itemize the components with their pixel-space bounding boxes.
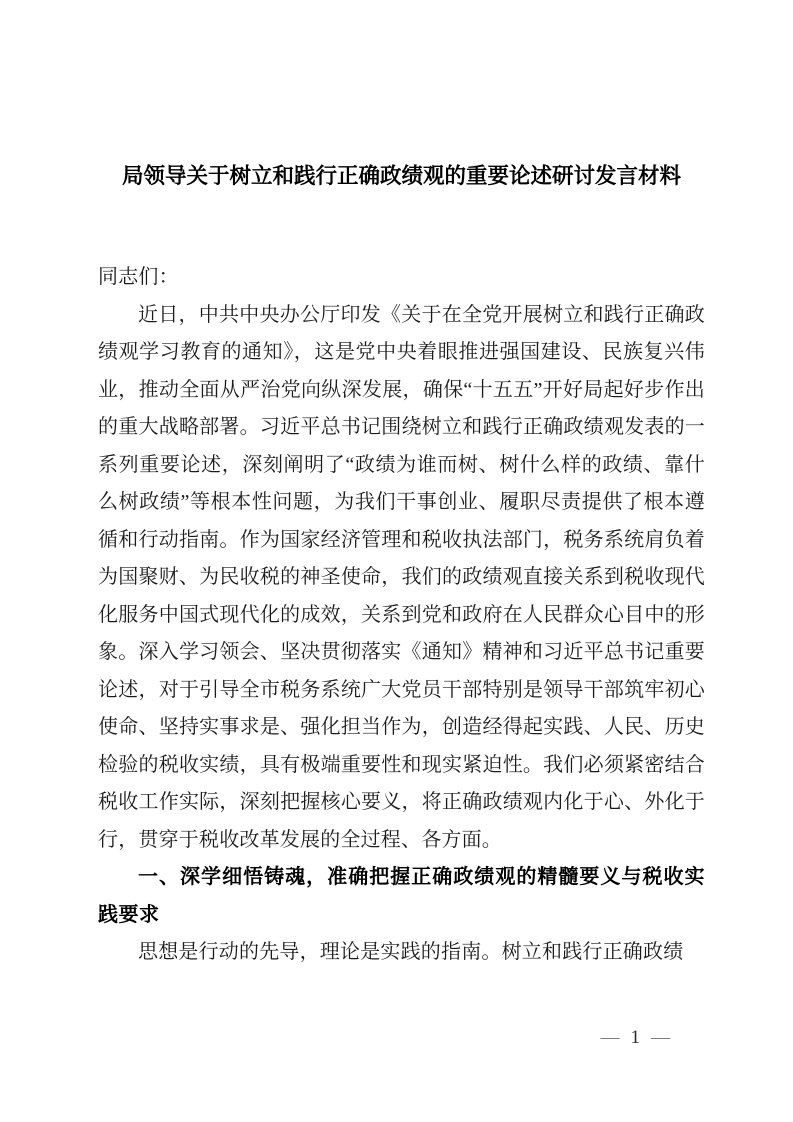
paragraph-1: 近日，中共中央办公厅印发《关于在全党开展树立和践行正确政绩观学习教育的通知》，这是党中央着眼推进强国建设、民族复兴伟业，推动全面从严治党向纵深发展，确保“十五五”开好局起好步作出的重大战略部署。习近平总书记围绕树立和践行正确政绩观发表的一系列重要论述，深刻阐明了“政绩为谁而树、树什么样的政绩、靠什么树政绩”等根本性问题，为我们干事创业、履职尽责提供了根本遵循和行动指南。作为国家经济管理和税收执法部门，税务系统肩负着为国聚财、为民收税的神圣使命，我们的政绩观直接关系到税收现代化服务中国式现代化的成效，关系到党和政府在人民群众心目中的形象。深入学习领会、坚决贯彻落实《通知》精神和习近平总书记重要论述，对于引导全市税务系统广大党员干部特别是领导干部筑牢初心使命、坚持实事求是、强化担当作为，创造经得起实践、人民、历史检验的税收实绩，具有极端重要性和现实紧迫性。我们必须紧密结合税收工作实际，深刻把握核心要义，将正确政绩观内化于心、外化于行，贯穿于税收改革发展的全过程、各方面。: [98, 303, 705, 851]
page-number-value: 1: [630, 1027, 640, 1048]
paragraph-2: 思想是行动的先导，理论是实践的指南。树立和践行正确政绩: [138, 941, 684, 963]
page-number: [601, 1026, 671, 1050]
section-heading-1: 一、深学细悟铸魂，准确把握正确政绩观的精髓要义与税收实践要求: [98, 866, 705, 926]
document-title: 局领导关于树立和践行正确政绩观的重要论述研讨发言材料: [121, 164, 681, 188]
salutation: 同志们：: [98, 266, 179, 288]
page-number-dash-right: —: [651, 1027, 670, 1048]
page-number-dash-left: —: [600, 1027, 620, 1048]
